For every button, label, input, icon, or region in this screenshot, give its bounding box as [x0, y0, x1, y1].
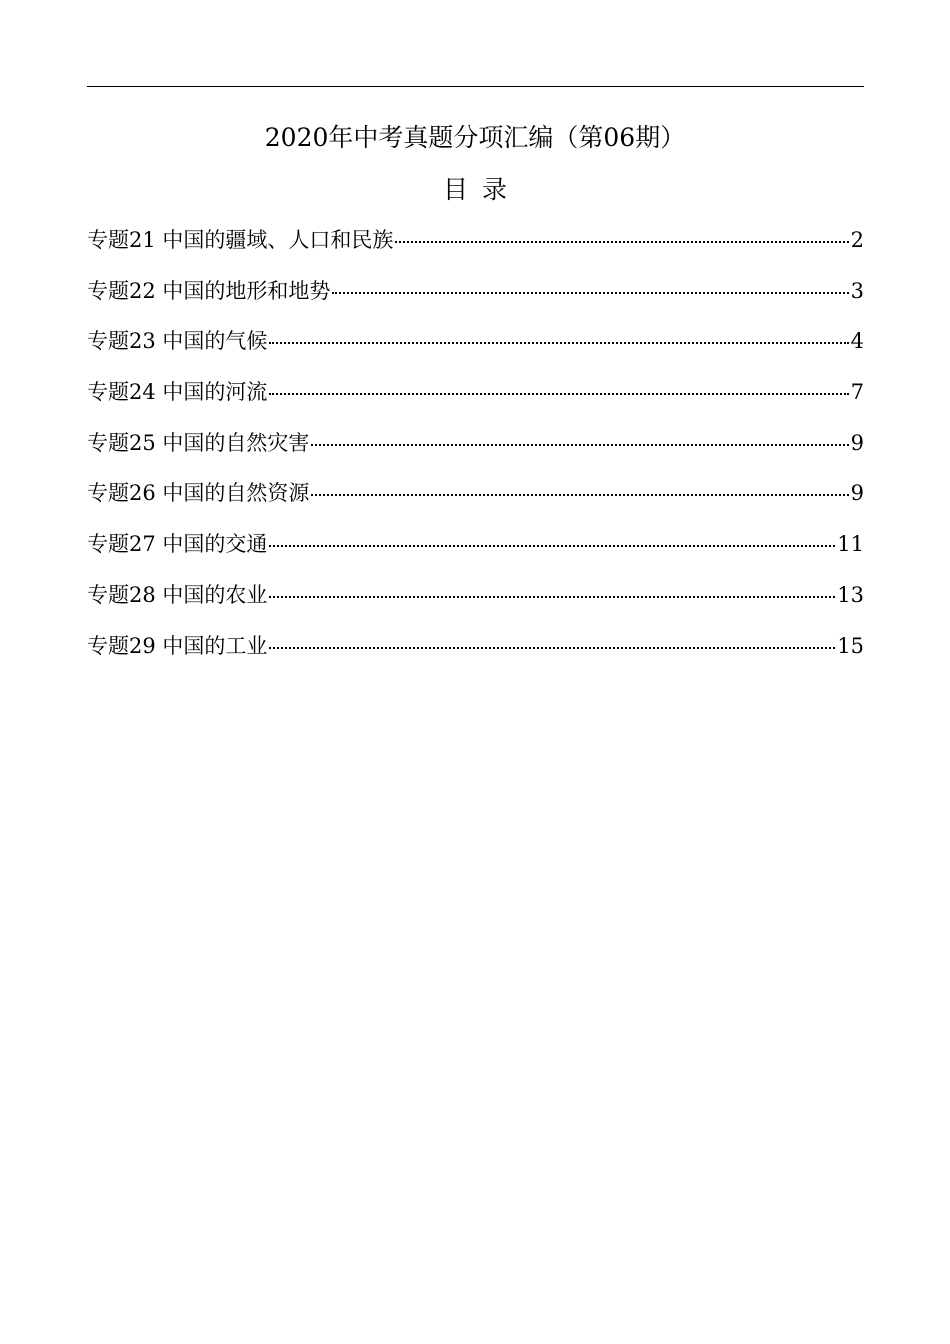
toc-entry-label: 专题22 中国的地形和地势: [87, 278, 331, 303]
toc-dot-leader: [269, 320, 848, 344]
toc-entry-page: 9: [850, 481, 864, 506]
toc-entry[interactable]: [87, 628, 864, 679]
toc-entry-label: 专题25 中国的自然灾害: [87, 430, 310, 455]
toc-entry-label: 专题26 中国的自然资源: [87, 481, 310, 506]
toc-entry-label: 专题28 中国的农业: [87, 582, 268, 607]
toc-entry-page: 11: [837, 532, 864, 557]
toc-entry-page: 4: [850, 329, 864, 354]
toc-entry-label: 专题27 中国的交通: [87, 532, 268, 557]
toc-dot-leader: [269, 523, 835, 547]
toc-dot-leader: [311, 472, 848, 496]
toc-entry-page: 13: [837, 582, 864, 607]
toc-entry-page: 9: [850, 430, 864, 455]
toc-dot-leader: [269, 574, 835, 598]
header-rule: [87, 86, 864, 87]
toc-entry[interactable]: [87, 425, 864, 476]
toc-entry[interactable]: [87, 323, 864, 374]
toc-entry[interactable]: [87, 577, 864, 628]
toc-dot-leader: [269, 371, 848, 395]
toc-entry-label: 专题29 中国的工业: [87, 633, 268, 658]
toc-entry-label: 专题23 中国的气候: [87, 329, 268, 354]
document-title: 2020年中考真题分项汇编（第06期）: [264, 123, 686, 152]
toc-entry-label: 专题24 中国的河流: [87, 380, 268, 405]
toc-dot-leader: [332, 270, 848, 294]
toc-entry[interactable]: [87, 374, 864, 425]
toc-heading: 目录: [442, 175, 521, 204]
toc-dot-leader: [311, 422, 848, 446]
toc-entry-page: 2: [850, 228, 864, 252]
toc-dot-leader: [269, 625, 835, 649]
toc-list: [87, 222, 864, 678]
toc-entry-page: 15: [837, 633, 864, 658]
toc-entry[interactable]: [87, 273, 864, 324]
toc-entry-page: 7: [850, 380, 864, 405]
toc-entry-page: 3: [850, 278, 864, 303]
toc-entry[interactable]: [87, 475, 864, 526]
toc-dot-leader: [395, 219, 848, 243]
toc-entry[interactable]: [87, 526, 864, 577]
toc-entry-label: 专题21 中国的疆域、人口和民族: [87, 228, 394, 252]
toc-entry[interactable]: [87, 222, 864, 273]
